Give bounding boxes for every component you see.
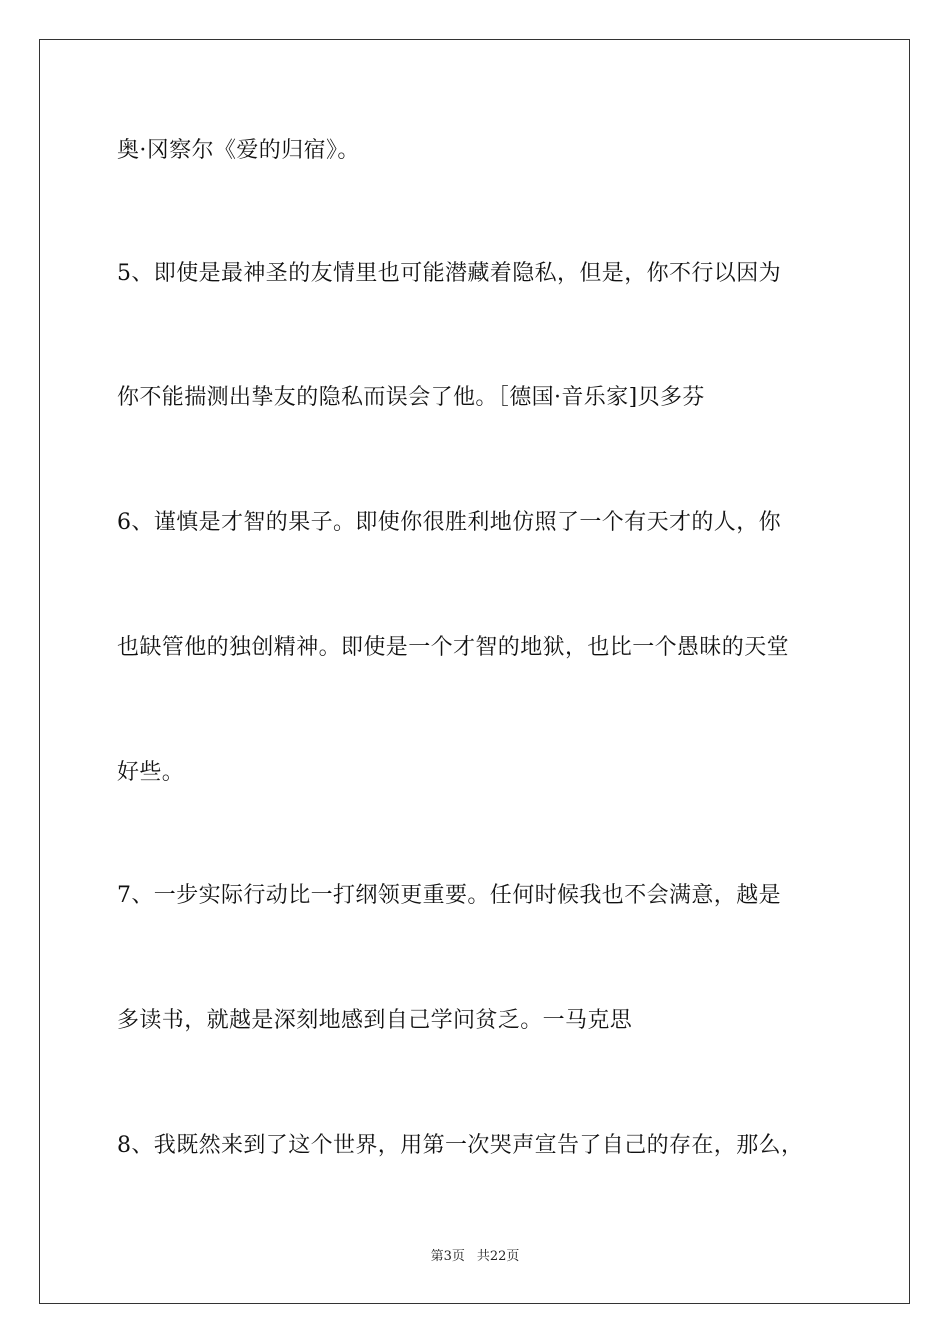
text-line-3: 你不能揣测出挚友的隐私而误会了他。［德国·音乐家]贝多芬 xyxy=(117,385,705,410)
total-pages: 共22页 xyxy=(476,1249,520,1264)
text-line-5: 也缺管他的独创精神。即使是一个才智的地狱，也比一个愚昧的天堂 xyxy=(117,635,790,660)
text-line-2: 5、即使是最神圣的友情里也可能潜藏着隐私，但是，你不行以因为 xyxy=(117,261,781,286)
text-line-6: 好些。 xyxy=(117,760,185,785)
text-line-1: 奥·冈察尔《爱的归宿》。 xyxy=(117,138,360,163)
text-line-9: 8、我既然来到了这个世界，用第一次哭声宣告了自己的存在，那么， xyxy=(117,1133,804,1158)
text-line-7: 7、一步实际行动比一打纲领更重要。任何时候我也不会满意，越是 xyxy=(117,883,781,908)
page-footer xyxy=(0,1248,950,1266)
page-border xyxy=(39,39,910,1304)
page-number: 第3页 xyxy=(430,1249,465,1264)
text-line-8: 多读书，就越是深刻地感到自己学问贫乏。一马克思 xyxy=(117,1008,633,1033)
text-line-4: 6、谨慎是才智的果子。即使你很胜利地仿照了一个有天才的人，你 xyxy=(117,510,781,535)
